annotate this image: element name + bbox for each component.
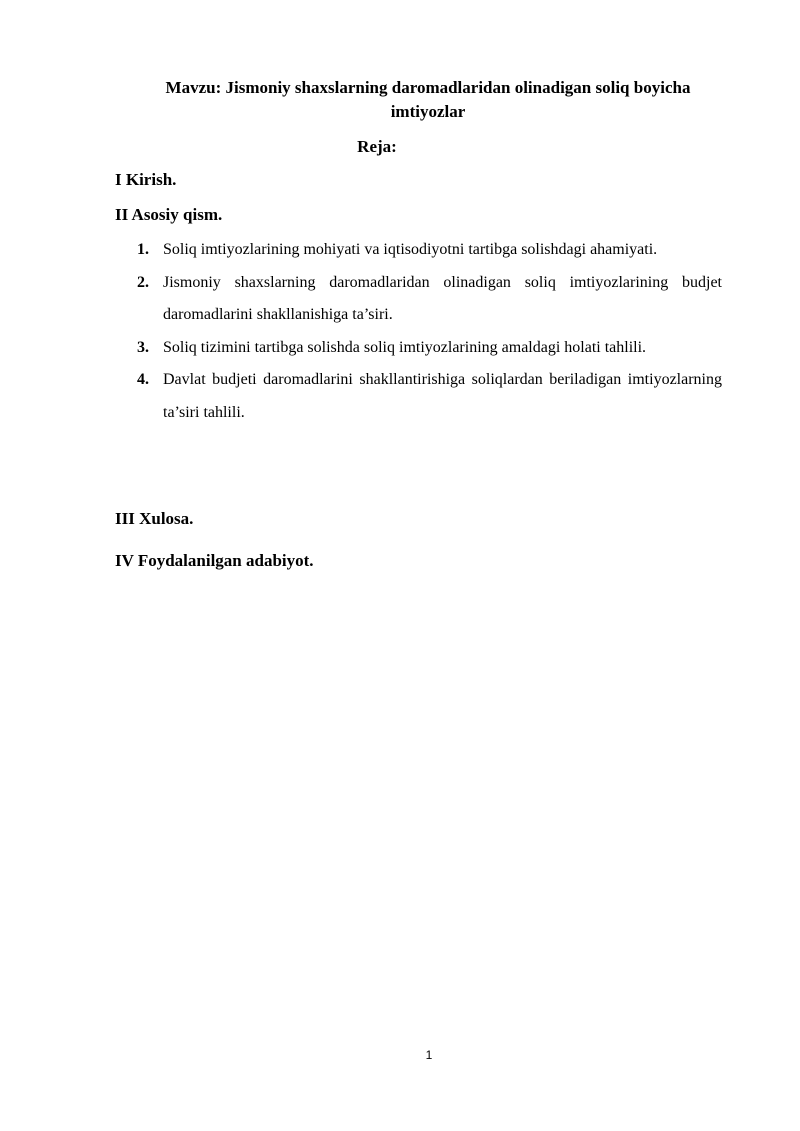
- plan-heading: Reja:: [357, 137, 397, 156]
- plan-item: [115, 267, 722, 332]
- plan-item-text: Jismoniy shaxslarning daromadlaridan olinadigan soliq imtiyozlarining budjet daromadlarini shakllanishiga ta’siri.: [163, 273, 722, 323]
- plan-list: [115, 234, 722, 429]
- plan-item-number: 3.: [137, 338, 149, 356]
- section-conclusion: III Xulosa.: [115, 509, 194, 528]
- plan-item-number: 1.: [137, 241, 149, 258]
- section-intro: I Kirish.: [115, 170, 177, 189]
- plan-item: [115, 332, 722, 365]
- plan-item-text: Soliq imtiyozlarining mohiyati va iqtisodiyotni tartibga solishdagi ahamiyati.: [163, 241, 658, 258]
- plan-item-number: 2.: [137, 273, 149, 291]
- plan-item-number: 4.: [137, 371, 149, 388]
- section-references: IV Foydalanilgan adabiyot.: [115, 551, 314, 570]
- page-number: 1: [425, 1048, 433, 1062]
- plan-item-text: Davlat budjeti daromadlarini shakllantirishiga soliqlardan beriladigan imtiyozlarning ta’siri tahlili.: [163, 371, 722, 421]
- plan-item: [115, 364, 722, 429]
- document-title: Mavzu: Jismoniy shaxslarning daromadlaridan olinadigan soliq boyicha imtiyozlar: [165, 78, 691, 121]
- plan-item: [115, 234, 722, 267]
- section-main: II Asosiy qism.: [115, 205, 223, 224]
- plan-item-text: Soliq tizimini tartibga solishda soliq imtiyozlarining amaldagi holati tahlili.: [163, 338, 647, 356]
